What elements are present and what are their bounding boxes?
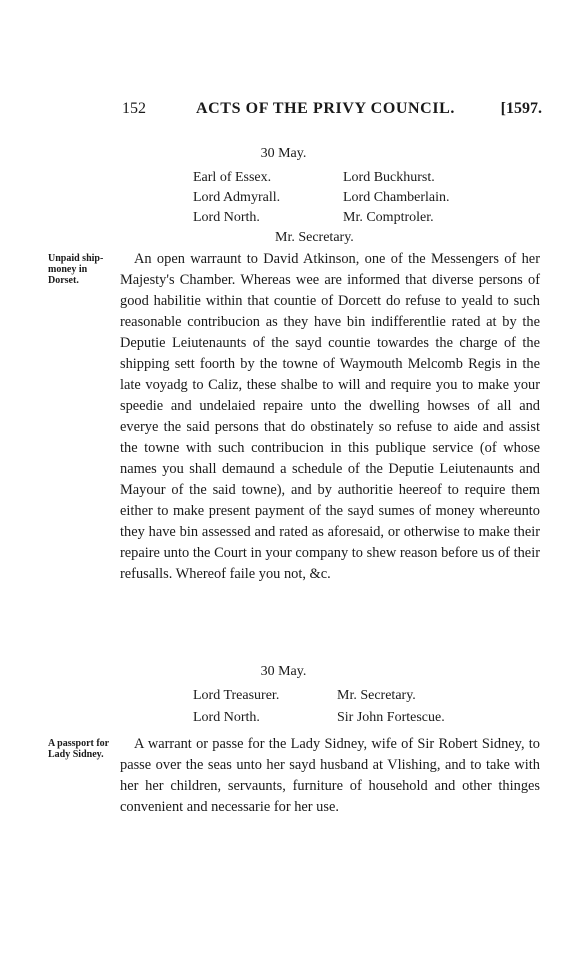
entry2-text: A warrant or passe for the Lady Sidney, wife of Sir Robert Sidney, to passe over the seas unto her sayd husband at Vlishing, and to take with her her children, servaunts, furniture of household and other thinges convenient and necessarie for her use. [120, 736, 540, 815]
attendee: Sir John Fortescue. [337, 710, 445, 725]
attendee: Earl of Essex. [193, 170, 272, 185]
page-number: 152 [122, 100, 146, 117]
attendee: Lord Chamberlain. [343, 190, 450, 205]
entry1-date: 30 May. [260, 146, 307, 161]
attendee: Lord Buckhurst. [343, 170, 435, 185]
attendee: Mr. Secretary. [337, 688, 416, 703]
entry2-date: 30 May. [260, 664, 307, 679]
attendee: Lord North. [193, 210, 260, 225]
entry1-text: An open warraunt to David Atkinson, one of the Messengers of her Majesty's Chamber. Whereas wee are informed that diverse persons of good habilitie within that countie of Dorcett do refuse to yeald to such reasonable contribucion as they have bin indifferentlie rated at by the Deputie Leiutenaunts of the sayd countie towardes the charge of the shipping sett foorth by the towne of Waymouth Melcomb Regis in the late voyadg to Caliz, these shalbe to will and require you to make your speedie and undelaied repaire unto the dwelling howses of all and everye the said persons that do obstinately so refuse to aide and assist the towne with such contribucion in this publique service (of whose names you shall demaund a schedule of the Deputie Leiutenaunts and Mayour of the said towne), and by authoritie heereof to require them either to make present payment of the sayd sumes of money whereunto they have bin assessed and rated as aforesaid, or otherwise to make their repaire unto the Court in your company to shew reason before us of their refusalls. Whereof faile you not, &c. [120, 251, 540, 582]
running-title: ACTS OF THE PRIVY COUNCIL. [196, 100, 456, 117]
margin-note-unpaid-ship-money: Unpaid ship-money in Dorset. [48, 253, 104, 286]
margin-note-passport: A passport for Lady Sidney. [48, 738, 109, 760]
attendee: Lord North. [193, 710, 260, 725]
attendee: Mr. Comptroler. [343, 210, 434, 225]
attendee: Lord Admyrall. [193, 190, 281, 205]
running-header [122, 100, 542, 124]
running-year: [1597. [500, 100, 542, 117]
attendee: Lord Treasurer. [193, 688, 280, 703]
attendee: Mr. Secretary. [275, 230, 354, 245]
